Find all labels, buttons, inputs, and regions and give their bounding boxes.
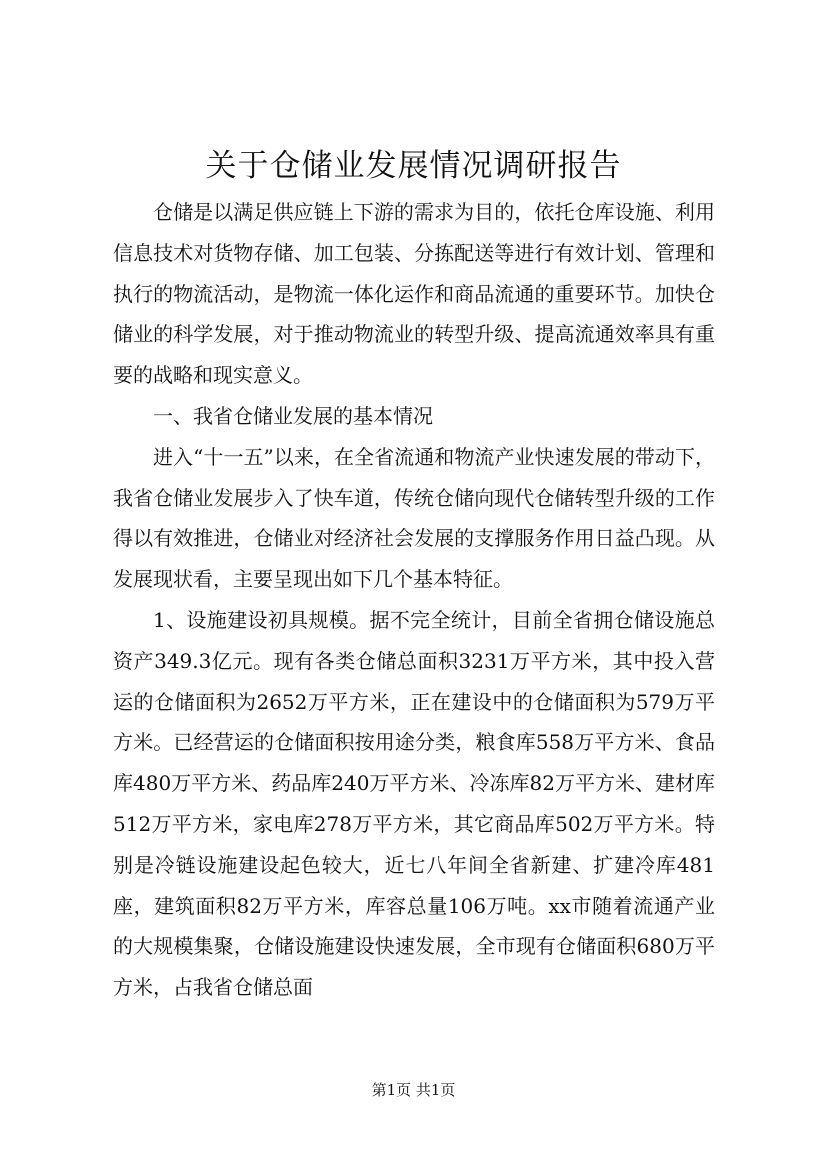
page-footer: 第1页 共1页 [371,1081,456,1099]
paragraph-facilities: 1、设施建设初具规模。据不完全统计，目前全省拥仓储设施总资产349.3亿元。现有各类仓储总面积3231万平方米，其中投入营运的仓储面积为2652万平方米，正在建设中的仓储面积为579万平方米。已经营运的仓储面积按用途分类，粮食库558万平方米、食品库480万平方米、药品库240万平方米、冷冻库82万平方米、建材库512万平方米，家电库278万平方米，其它商品库502万平方米。特别是冷链设施建设起色较大，近七八年间全省新建、扩建冷库481座，建筑面积82万平方米，库容总量106万吨。xx市随着流通产业的大规模集聚，仓储设施建设快速发展，全市现有仓储面积680万平方米，占我省仓储总面 [113,607,715,1000]
document-title: 关于仓储业发展情况调研报告 [205,148,622,184]
paragraph-intro: 仓储是以满足供应链上下游的需求为目的，依托仓库设施、利用信息技术对货物存储、加工包装、分拣配送等进行有效计划、管理和执行的物流活动，是物流一体化运作和商品流通的重要环节。加快仓储业的科学发展，对于推动物流业的转型升级、提高流通效率具有重要的战略和现实意义。 [113,200,715,388]
section-heading: 一、我省仓储业发展的基本情况 [153,403,433,428]
document-body [113,192,715,1008]
paragraph-overview: 进入“十一五”以来，在全省流通和物流产业快速发展的带动下，我省仓储业发展步入了快车道，传统仓储向现代仓储转型升级的工作得以有效推进，仓储业对经济社会发展的支撑服务作用日益凸现。从发展现状看，主要呈现出如下几个基本特征。 [113,444,715,592]
